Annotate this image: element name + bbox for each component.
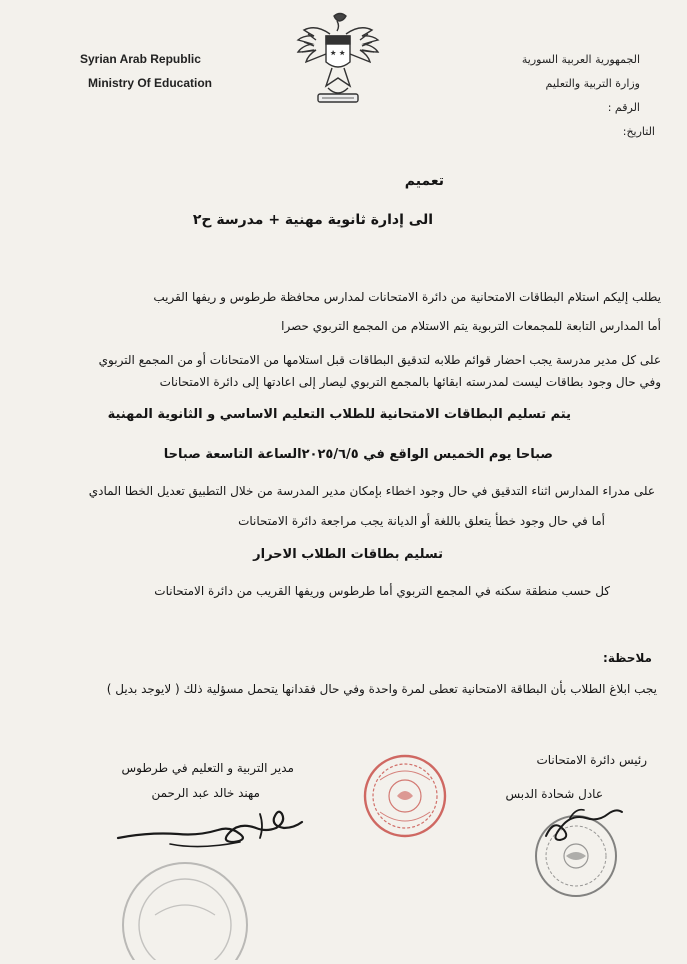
document-recipient: الى إدارة ثانوية مهنية + مدرسة ح٢ (192, 212, 433, 228)
paragraph-1: يطلب إليكم استلام البطاقات الامتحانية من دائرة الامتحانات لمدارس محافظة طرطوس و ريفها القريب (153, 290, 661, 304)
correction-line-1: على مدراء المدارس اثناء التدقيق في حال وجود اخطاء بإمكان مدير المدرسة من خلال التطبيق تعديل الخطا المادي (88, 484, 655, 498)
syrian-eagle-emblem-icon (294, 8, 382, 118)
left-signatory-title: مدير التربية و التعليم في طرطوس (121, 761, 294, 775)
delivery-time: صباحا يوم الخميس الواقع في ٢٠٢٥/٦/٥الساعة التاسعة صباحا (163, 447, 553, 462)
free-students-text: كل حسب منطقة سكنه في المجمع التربوي أما طرطوس وريفها القريب من دائرة الامتحانات (154, 584, 610, 598)
document-title: تعميم (404, 173, 444, 189)
free-students-heading: تسليم بطاقات الطلاب الاحرار (253, 547, 443, 562)
left-gray-stamp-icon (115, 855, 255, 960)
right-signatory-name: عادل شحادة الدبس (505, 787, 603, 801)
left-signatory-name: مهند خالد عبد الرحمن (151, 786, 260, 800)
right-handwritten-signature (540, 800, 630, 850)
header-arabic-line1: الجمهورية العربية السورية (521, 53, 640, 66)
header-number-label: الرقم : (607, 101, 640, 114)
center-red-stamp-icon (360, 750, 450, 842)
left-handwritten-signature (110, 800, 310, 860)
header-english-line2: Ministry Of Education (88, 76, 213, 90)
header-arabic-line2: وزارة التربية والتعليم (545, 77, 640, 90)
right-signatory-title: رئيس دائرة الامتحانات (536, 753, 647, 767)
paragraph-2: أما المدارس التابعة للمجمعات التربوية يتم الاستلام من المجمع التربوي حصرا (281, 319, 661, 333)
note-label: ملاحظة: (603, 651, 652, 665)
note-text: يجب ابلاغ الطلاب بأن البطاقة الامتحانية تعطى لمرة واحدة وفي حال فقدانها يتحمل مسؤلية ذلك ( لايوجد بديل ) (106, 682, 657, 696)
header-date-label: التاريخ: (622, 125, 655, 138)
header-english-line1: Syrian Arab Republic (80, 52, 201, 66)
delivery-heading: يتم تسليم البطاقات الامتحانية للطلاب التعليم الاساسي و الثانوية المهنية (107, 407, 571, 422)
paragraph-3: على كل مدير مدرسة يجب احضار قوائم طلابه لتدقيق البطاقات قبل استلامها من الامتحانات أو من المجمع التربوي (98, 353, 661, 367)
correction-line-2: أما في حال وجود خطأ يتعلق باللغة أو الديانة يجب مراجعة دائرة الامتحانات (238, 514, 605, 528)
paragraph-4: وفي حال وجود بطاقات ليست لمدرسته ابقائها بالمجمع التربوي ليصار إلى اعادتها إلى دائرة الامتحانات (159, 375, 661, 389)
